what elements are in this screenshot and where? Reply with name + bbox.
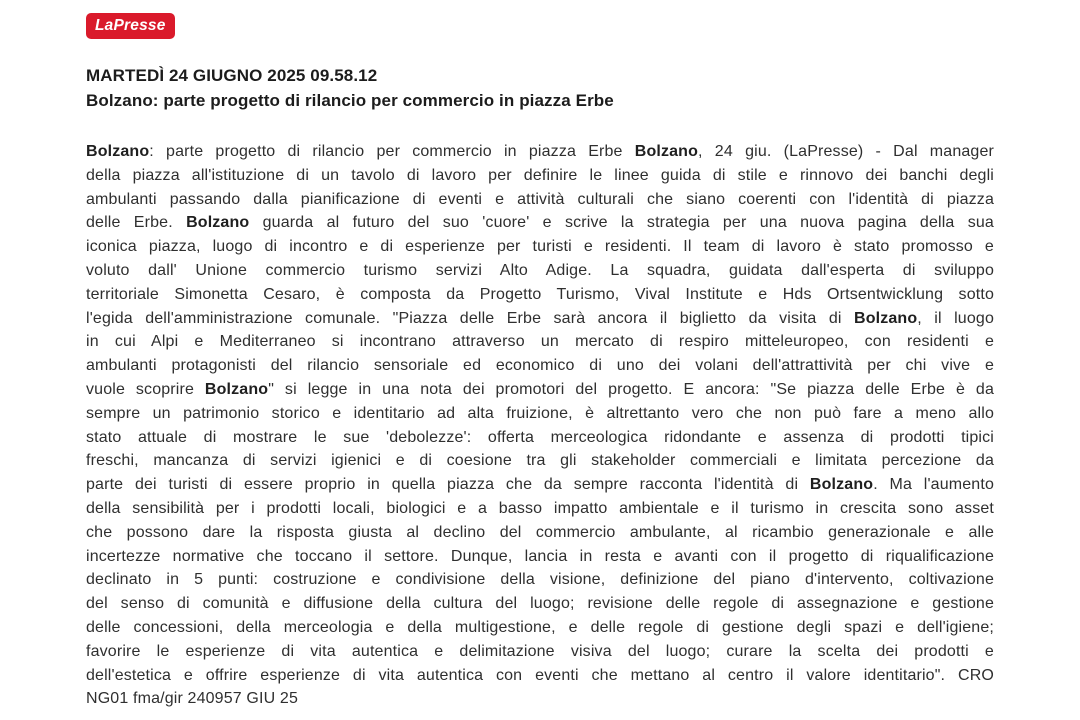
article-line: vuole scoprire Bolzano" si legge in una nota dei promotori del progetto. E ancora: "Se piazza delle Erbe è da bbox=[86, 380, 994, 398]
article-line: stato attuale di mostrare le sue 'debolezze': offerta merceologica ridondante e assenza di prodotti tipici bbox=[86, 428, 994, 446]
article-line: del senso di comunità e diffusione della cultura del luogo; revisione delle regole di assegnazione e gestione bbox=[86, 595, 994, 613]
article-line: della piazza all'istituzione di un tavolo di lavoro per definire le linee guida di stile e rinnovo dei banchi degli bbox=[86, 166, 994, 184]
article-line: iconica piazza, luogo di incontro e di esperienze per turisti e residenti. Il team di lavoro è stato promosso e bbox=[86, 238, 994, 256]
article-line: voluto dall' Unione commercio turismo servizi Alto Adige. La squadra, guidata dall'esperta di sviluppo bbox=[86, 261, 994, 279]
article-line: delle concessioni, della merceologia e della multigestione, e delle regole di gestione degli spazi e dell'igiene; bbox=[86, 618, 994, 636]
article-line: delle Erbe. Bolzano guarda al futuro del suo 'cuore' e scrive la strategia per una nuova pagina della sua bbox=[86, 214, 994, 232]
article-line: in cui Alpi e Mediterraneo si incontrano attraverso un mercato di respiro mitteleuropeo, con residenti e bbox=[86, 333, 994, 351]
article-date-time: MARTEDÌ 24 GIUGNO 2025 09.58.12 bbox=[86, 66, 378, 85]
article-line: ambulanti protagonisti del rilancio sensoriale ed economico di uno dei volani dell'attrattività per chi vive e bbox=[86, 357, 994, 375]
article-line: favorire le esperienze di vita autentica e delimitazione visiva del luogo; curare la scelta dei prodotti e bbox=[86, 642, 994, 660]
article-line: dell'estetica e offrire esperienze di vita autentica con eventi che mettano al centro il valore identitario". CRO bbox=[86, 666, 994, 684]
article-line: incertezze normative che toccano il settore. Dunque, lancia in resta e avanti con il progetto di riqualificazione bbox=[86, 547, 994, 565]
lapresse-logo-text: LaPresse bbox=[95, 17, 166, 34]
article-line: parte dei turisti di essere proprio in quella piazza che da sempre racconta l'identità di Bolzano. Ma l'aumento bbox=[86, 476, 994, 494]
article-line: sempre un patrimonio storico e identitario ad alta fruizione, è altrettanto vero che non può fare a meno allo bbox=[86, 404, 994, 422]
article-line: che possono dare la risposta giusta al declino del commercio ambulante, al ricambio generazionale e alle bbox=[86, 523, 994, 541]
article-line: freschi, mancanza di servizi igienici e di coesione tra gli stakeholder commerciali e limitata percezione da bbox=[86, 452, 994, 470]
article-line: declinato in 5 punti: costruzione e condivisione della visione, definizione del piano d'intervento, coltivazione bbox=[86, 571, 994, 589]
article-line: della sensibilità per i prodotti locali, biologici e a basso impatto ambientale e il turismo in crescita sono asset bbox=[86, 499, 994, 517]
article-line: territoriale Simonetta Cesaro, è composta da Progetto Turismo, Vival Institute e Hds Ortsentwicklung sotto bbox=[86, 285, 994, 303]
lapresse-logo bbox=[86, 13, 175, 39]
article-headline: Bolzano: parte progetto di rilancio per commercio in piazza Erbe bbox=[86, 91, 614, 110]
article-line: Bolzano: parte progetto di rilancio per commercio in piazza Erbe Bolzano, 24 giu. (LaPresse) - Dal manager bbox=[86, 143, 994, 160]
article-line: ambulanti passando dalla pianificazione di eventi e attività culturali che siano coerenti con l'identità di piazza bbox=[86, 190, 994, 208]
article-line: NG01 fma/gir 240957 GIU 25 bbox=[86, 690, 299, 708]
article-body bbox=[86, 140, 994, 711]
article-line: l'egida dell'amministrazione comunale. "Piazza delle Erbe sarà ancora il biglietto da visita di Bolzano, il luogo bbox=[86, 309, 994, 327]
